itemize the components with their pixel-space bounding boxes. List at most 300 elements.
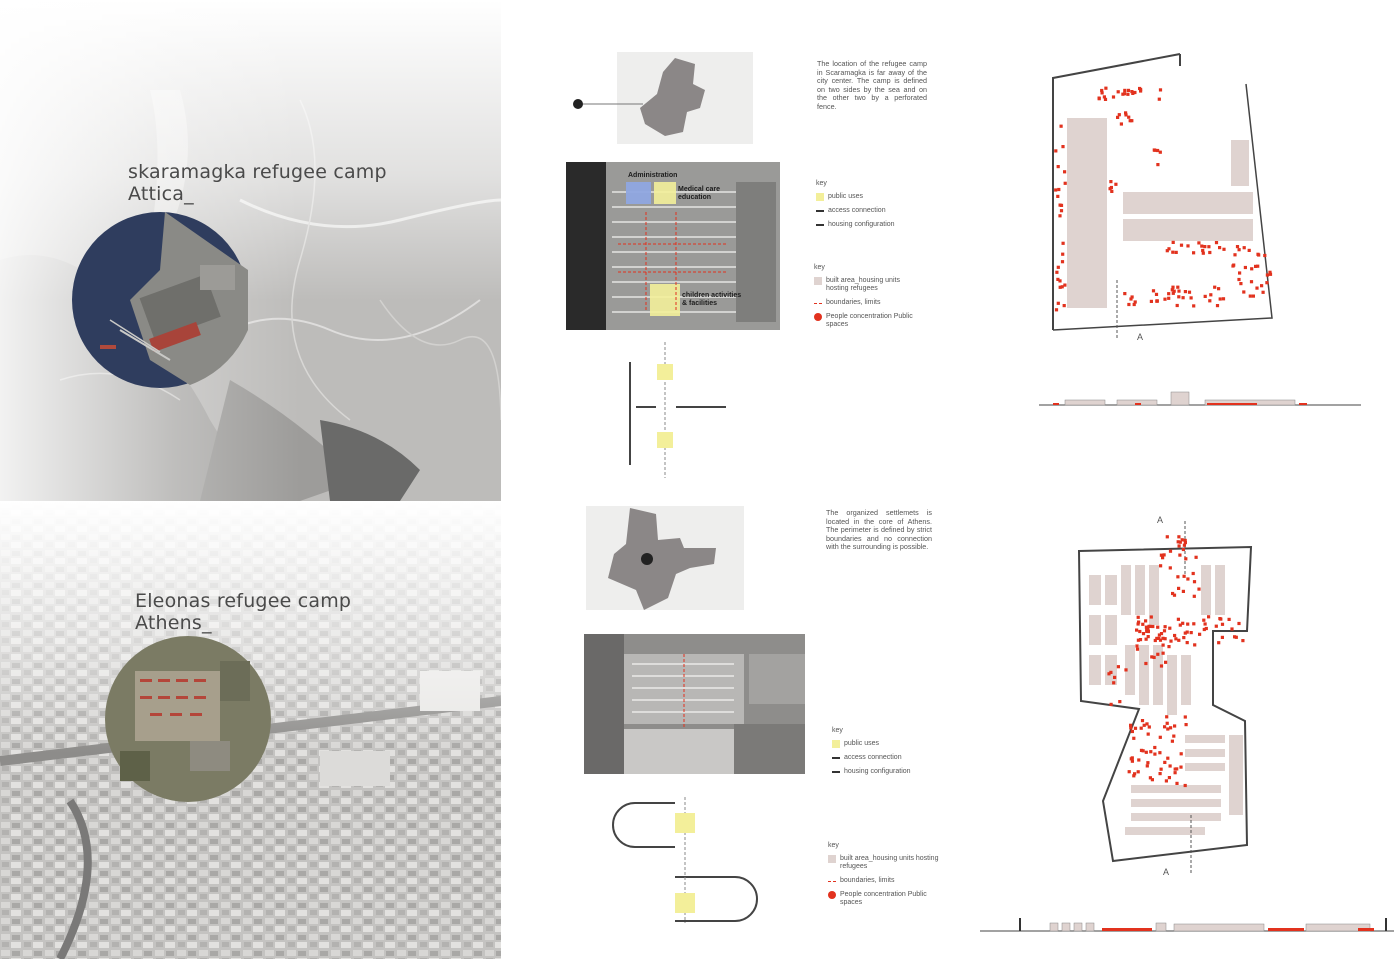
people-dot <box>1167 292 1170 295</box>
people-dot <box>1257 253 1260 256</box>
people-dot <box>1134 727 1137 730</box>
people-dot <box>1128 770 1131 773</box>
people-dot <box>1060 125 1063 128</box>
people-dot <box>1171 251 1174 254</box>
eleonas-title-line1: Eleonas refugee camp <box>135 590 352 612</box>
people-dot <box>1164 625 1167 628</box>
people-dot <box>1117 665 1120 668</box>
people-dot <box>1179 541 1182 544</box>
skaramagka-satellite-circle <box>72 212 248 388</box>
people-dot <box>1116 116 1119 119</box>
people-dot <box>1152 289 1155 292</box>
people-dot <box>1241 639 1244 642</box>
people-dot <box>1228 618 1231 621</box>
people-dot <box>1155 637 1158 640</box>
key-built-area: built area_housing units hosting refugees <box>826 277 900 292</box>
eleonas-people-swatch <box>828 891 836 899</box>
people-dot <box>1117 90 1120 93</box>
people-dot <box>1056 195 1059 198</box>
people-dot <box>1172 241 1175 244</box>
skaramagka-access-diagram <box>620 340 740 480</box>
people-dot <box>1054 188 1057 191</box>
people-dot <box>1178 554 1181 557</box>
people-dot <box>1145 638 1148 641</box>
people-dot <box>1171 288 1174 291</box>
skaramagka-title-line2: Attica_ <box>128 182 194 205</box>
people-dot <box>1166 722 1169 725</box>
people-dot <box>1176 286 1179 289</box>
skaramagka-title <box>128 162 387 206</box>
people-dot <box>1177 290 1180 293</box>
people-dot <box>1230 627 1233 630</box>
people-dot <box>1167 247 1170 250</box>
eleonas-title-line2: Athens_ <box>135 611 212 634</box>
people-dot <box>1216 304 1219 307</box>
people-dot <box>1167 645 1170 648</box>
people-dot <box>1163 629 1166 632</box>
people-dot <box>1054 149 1057 152</box>
people-dot <box>1127 303 1130 306</box>
people-dot <box>1163 298 1166 301</box>
people-dot <box>1056 278 1059 281</box>
people-dot <box>1169 640 1172 643</box>
people-dot <box>1175 782 1178 785</box>
people-swatch <box>814 313 822 321</box>
people-dot <box>1137 616 1140 619</box>
people-dot <box>1110 186 1113 189</box>
people-dot <box>1207 615 1210 618</box>
people-dot <box>1110 703 1113 706</box>
eleonas-built-area-swatch <box>828 855 836 863</box>
people-dot <box>1156 653 1159 656</box>
people-dot <box>1169 726 1172 729</box>
people-dot <box>1177 639 1180 642</box>
eleonas-aerial-panel <box>0 501 501 959</box>
people-dot <box>1126 93 1129 96</box>
people-dot <box>1057 266 1060 269</box>
people-dot <box>1131 730 1134 733</box>
people-dot <box>1151 778 1154 781</box>
eleonas-aerial-photo <box>584 634 805 774</box>
skaramagka-key-2 <box>814 264 914 335</box>
people-dot <box>1153 753 1156 756</box>
people-dot <box>1266 273 1269 276</box>
people-dot <box>1244 266 1247 269</box>
people-dot <box>1159 564 1162 567</box>
people-dot <box>1208 251 1211 254</box>
people-dot <box>1140 749 1143 752</box>
people-dot <box>1237 278 1240 281</box>
eleonas-key-1 <box>832 727 952 782</box>
people-dot <box>1162 644 1165 647</box>
people-dot <box>1148 725 1151 728</box>
people-dot <box>1217 287 1220 290</box>
people-dot <box>1195 556 1198 559</box>
people-dot <box>1184 784 1187 787</box>
eleonas-description: The organized settlemets is located in the core of Athens. The perimeter is defined by strict boundaries and no connection with the surrounding is possible. <box>826 508 932 552</box>
people-dot <box>1057 165 1060 168</box>
people-dot <box>1112 681 1115 684</box>
people-dot <box>1055 308 1058 311</box>
eleonas-key-public-uses: public uses <box>844 740 880 747</box>
eleonas-key-access: access connection <box>844 754 902 761</box>
people-dot <box>1060 209 1063 212</box>
people-dot <box>1136 648 1139 651</box>
eleonas-section-label-top: A <box>1157 515 1164 525</box>
people-dot <box>1192 572 1195 575</box>
people-dot <box>1159 772 1162 775</box>
people-dot <box>1150 615 1153 618</box>
people-dot <box>1146 764 1149 767</box>
people-dot <box>1192 304 1195 307</box>
people-dot <box>1198 633 1201 636</box>
people-dot <box>1166 535 1169 538</box>
people-dot <box>1221 623 1224 626</box>
people-dot <box>1202 619 1205 622</box>
people-dot <box>1129 119 1132 122</box>
eleonas-access-swatch <box>832 757 840 759</box>
people-dot <box>1130 90 1133 93</box>
eleonas-section-label-bottom: A <box>1163 867 1170 877</box>
people-dot <box>1193 580 1196 583</box>
eleonas-public-uses-swatch <box>832 740 840 748</box>
people-dot <box>1145 722 1148 725</box>
people-dot <box>1104 87 1107 90</box>
people-dot <box>1203 245 1206 248</box>
people-dot <box>1184 632 1187 635</box>
people-dot <box>1063 170 1066 173</box>
people-dot <box>1184 557 1187 560</box>
people-dot <box>1193 643 1196 646</box>
people-dot <box>1197 241 1200 244</box>
people-dot <box>1183 544 1186 547</box>
people-dot <box>1193 595 1196 598</box>
eleonas-key-boundaries: boundaries, limits <box>840 877 895 884</box>
people-dot <box>1186 623 1189 626</box>
people-dot <box>1175 251 1178 254</box>
skaramagka-site-plan <box>1040 50 1340 350</box>
people-dot <box>1155 293 1158 296</box>
label-administration: Administration <box>628 172 678 179</box>
people-dot <box>1182 296 1185 299</box>
people-dot <box>1172 735 1175 738</box>
people-dot <box>1101 91 1104 94</box>
people-dot <box>1190 631 1193 634</box>
people-dot <box>1129 724 1132 727</box>
people-dot <box>1186 577 1189 580</box>
key-people: People concentration Public spaces <box>826 313 913 328</box>
people-dot <box>1209 293 1212 296</box>
people-dot <box>1222 248 1225 251</box>
public-uses-swatch <box>816 193 824 201</box>
people-dot <box>1156 299 1159 302</box>
skaramagka-location-map <box>565 50 755 146</box>
people-dot <box>1192 622 1195 625</box>
people-dot <box>1180 752 1183 755</box>
people-dot <box>1178 544 1181 547</box>
people-dot <box>1184 539 1187 542</box>
people-dot <box>1168 776 1171 779</box>
people-dot <box>1143 724 1146 727</box>
people-dot <box>1144 662 1147 665</box>
people-dot <box>1164 661 1167 664</box>
people-dot <box>1168 627 1171 630</box>
people-dot <box>1158 98 1161 101</box>
people-dot <box>1186 641 1189 644</box>
skaramagka-aerial-photo <box>566 162 780 330</box>
people-dot <box>1061 145 1064 148</box>
people-dot <box>1207 245 1210 248</box>
people-dot <box>1235 636 1238 639</box>
people-dot <box>1123 292 1126 295</box>
people-dot <box>1121 93 1124 96</box>
people-dot <box>1254 265 1257 268</box>
eleonas-access-diagram <box>605 795 765 925</box>
people-dot <box>1249 295 1252 298</box>
people-dot <box>1057 302 1060 305</box>
people-dot <box>1150 300 1153 303</box>
people-dot <box>1215 625 1218 628</box>
people-dot <box>1062 242 1065 245</box>
people-dot <box>1233 253 1236 256</box>
people-dot <box>1166 727 1169 730</box>
people-dot <box>1163 725 1166 728</box>
people-dot <box>1217 641 1220 644</box>
key-access: access connection <box>828 207 886 214</box>
people-dot <box>1131 295 1134 298</box>
people-dot <box>1250 267 1253 270</box>
people-dot <box>1260 284 1263 287</box>
people-dot <box>1156 626 1159 629</box>
people-dot <box>1153 148 1156 151</box>
people-dot <box>1205 627 1208 630</box>
eleonas-satellite-circle <box>105 636 271 802</box>
people-dot <box>1175 767 1178 770</box>
people-dot <box>1060 204 1063 207</box>
people-dot <box>1184 715 1187 718</box>
people-dot <box>1182 636 1185 639</box>
people-dot <box>1118 700 1121 703</box>
people-dot <box>1213 286 1216 289</box>
people-dot <box>1135 644 1138 647</box>
people-dot <box>1174 771 1177 774</box>
people-dot <box>1173 724 1176 727</box>
people-dot <box>1182 590 1185 593</box>
people-dot <box>1231 264 1234 267</box>
people-dot <box>1139 89 1142 92</box>
skaramagka-title-line1: skaramagka refugee camp <box>128 161 387 183</box>
people-dot <box>1171 592 1174 595</box>
people-dot <box>1103 95 1106 98</box>
people-dot <box>1184 290 1187 293</box>
people-dot <box>1185 723 1188 726</box>
people-dot <box>1242 290 1245 293</box>
people-dot <box>1142 632 1145 635</box>
eleonas-key2-title: key <box>828 842 839 849</box>
people-dot <box>1238 271 1241 274</box>
people-dot <box>1200 245 1203 248</box>
people-dot <box>1114 183 1117 186</box>
label-medical: Medical care education <box>678 186 721 201</box>
people-dot <box>1218 246 1221 249</box>
people-dot <box>1204 622 1207 625</box>
people-dot <box>1156 149 1159 152</box>
people-dot <box>1204 295 1207 298</box>
housing-configuration-swatch <box>816 224 824 226</box>
people-dot <box>1252 295 1255 298</box>
people-dot <box>1133 303 1136 306</box>
people-dot <box>1239 282 1242 285</box>
people-dot <box>1144 619 1147 622</box>
people-dot <box>1165 715 1168 718</box>
built-area-swatch <box>814 277 822 285</box>
people-dot <box>1160 664 1163 667</box>
people-dot <box>1146 761 1149 764</box>
people-dot <box>1197 588 1200 591</box>
people-dot <box>1177 295 1180 298</box>
people-dot <box>1177 618 1180 621</box>
people-dot <box>1160 554 1163 557</box>
people-dot <box>1219 618 1222 621</box>
people-dot <box>1180 244 1183 247</box>
people-dot <box>1167 297 1170 300</box>
people-dot <box>1109 671 1112 674</box>
people-dot <box>1127 116 1130 119</box>
people-dot <box>1171 740 1174 743</box>
people-dot <box>1140 727 1143 730</box>
people-dot <box>1219 297 1222 300</box>
people-dot <box>1098 97 1101 100</box>
boundaries-swatch <box>814 303 822 304</box>
people-dot <box>1202 252 1205 255</box>
people-dot <box>1064 182 1067 185</box>
people-dot <box>1127 89 1130 92</box>
people-dot <box>1169 550 1172 553</box>
people-dot <box>1141 623 1144 626</box>
key-housing: housing configuration <box>828 221 895 228</box>
people-dot <box>1055 271 1058 274</box>
skaramagka-section <box>1037 388 1363 410</box>
people-dot <box>1153 656 1156 659</box>
people-dot <box>1177 587 1180 590</box>
people-dot <box>1263 254 1266 257</box>
people-dot <box>1145 630 1148 633</box>
people-dot <box>1160 768 1163 771</box>
people-dot <box>1061 285 1064 288</box>
people-dot <box>1063 304 1066 307</box>
people-dot <box>1113 676 1116 679</box>
people-dot <box>1151 625 1154 628</box>
people-dot <box>1112 95 1115 98</box>
key2-title: key <box>814 264 825 271</box>
key-public-uses: public uses <box>828 193 864 200</box>
people-dot <box>1221 636 1224 639</box>
people-dot <box>1137 758 1140 761</box>
people-dot <box>1238 248 1241 251</box>
people-dot <box>1192 251 1195 254</box>
eleonas-title <box>135 591 351 635</box>
eleonas-key-2 <box>828 842 940 913</box>
eleonas-location-map <box>584 504 746 614</box>
people-dot <box>1179 766 1182 769</box>
people-dot <box>1158 633 1161 636</box>
people-dot <box>1138 630 1141 633</box>
people-dot <box>1177 535 1180 538</box>
people-dot <box>1163 761 1166 764</box>
eleonas-site-plan <box>1065 515 1265 885</box>
people-dot <box>1061 260 1064 263</box>
people-dot <box>1123 89 1126 92</box>
people-dot <box>1124 668 1127 671</box>
people-dot <box>1190 296 1193 299</box>
people-dot <box>1172 292 1175 295</box>
skaramagka-aerial-panel <box>0 0 501 501</box>
people-dot <box>1183 575 1186 578</box>
eleonas-boundaries-swatch <box>828 881 836 882</box>
people-dot <box>1139 638 1142 641</box>
key1-title: key <box>816 180 827 187</box>
skaramagka-section-label: A <box>1137 332 1144 342</box>
people-dot <box>1255 287 1258 290</box>
people-dot <box>1173 634 1176 637</box>
people-dot <box>1179 624 1182 627</box>
people-dot <box>1265 281 1268 284</box>
people-dot <box>1058 214 1061 217</box>
people-dot <box>1159 88 1162 91</box>
eleonas-section <box>978 912 1396 934</box>
eleonas-housing-swatch <box>832 771 840 773</box>
people-dot <box>1124 111 1127 114</box>
people-dot <box>1186 244 1189 247</box>
people-dot <box>1153 746 1156 749</box>
people-dot <box>1141 719 1144 722</box>
people-dot <box>1132 737 1135 740</box>
key-boundaries: boundaries, limits <box>826 299 881 306</box>
label-children: children activities & facilities <box>682 292 742 307</box>
people-dot <box>1137 621 1140 624</box>
skaramagka-key-1 <box>816 180 936 235</box>
people-dot <box>1174 637 1177 640</box>
people-dot <box>1133 772 1136 775</box>
people-dot <box>1162 652 1165 655</box>
people-dot <box>1137 770 1140 773</box>
people-dot <box>1147 733 1150 736</box>
people-dot <box>1176 575 1179 578</box>
people-dot <box>1169 566 1172 569</box>
people-dot <box>1131 760 1134 763</box>
people-dot <box>1145 751 1148 754</box>
people-dot <box>1169 764 1172 767</box>
people-dot <box>1057 188 1060 191</box>
eleonas-key-people: People concentration Public spaces <box>840 891 927 906</box>
people-dot <box>1208 299 1211 302</box>
people-dot <box>1109 180 1112 183</box>
people-dot <box>1176 304 1179 307</box>
eleonas-key-built-area: built area_housing units hosting refugees <box>840 855 939 870</box>
people-dot <box>1262 291 1265 294</box>
access-connection-swatch <box>816 210 824 212</box>
people-dot <box>1248 249 1251 252</box>
eleonas-key1-title: key <box>832 727 843 734</box>
people-dot <box>1166 757 1169 760</box>
people-dot <box>1159 736 1162 739</box>
people-dot <box>1135 629 1138 632</box>
eleonas-key-housing: housing configuration <box>844 768 911 775</box>
people-dot <box>1061 253 1064 256</box>
people-dot <box>1182 548 1185 551</box>
people-dot <box>1120 122 1123 125</box>
people-dot <box>1250 280 1253 283</box>
